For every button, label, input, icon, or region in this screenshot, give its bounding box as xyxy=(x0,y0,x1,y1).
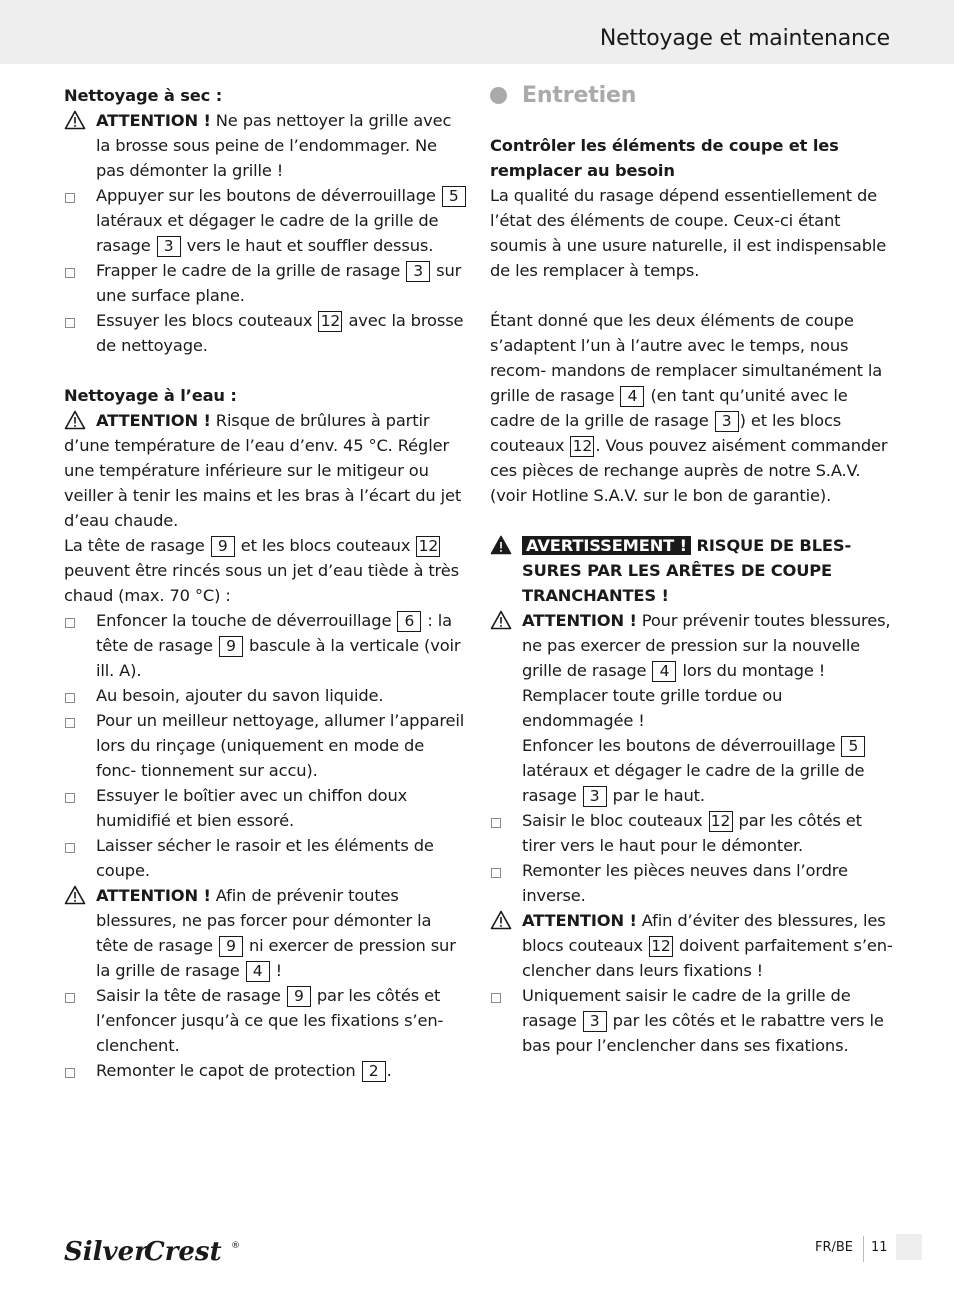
warning-triangle-icon xyxy=(64,110,86,130)
ref-box: 3 xyxy=(583,1011,607,1032)
square-bullet-icon xyxy=(491,818,501,828)
ref-box: 2 xyxy=(362,1061,386,1082)
ref-box: 9 xyxy=(219,636,243,657)
section-title: Entretien xyxy=(490,83,894,108)
ref-box: 12 xyxy=(416,536,440,557)
warning-triangle-icon xyxy=(64,410,86,430)
list-item: Au besoin, ajouter du savon liquide. xyxy=(64,683,468,708)
list-item: Essuyer les blocs couteaux 12 avec la brosse de nettoyage. xyxy=(64,308,468,358)
ref-box: 5 xyxy=(841,736,865,757)
square-bullet-icon xyxy=(65,193,75,203)
square-bullet-icon xyxy=(65,618,75,628)
svg-text:Crest: Crest xyxy=(144,1237,222,1267)
paragraph: La qualité du rasage dépend essentiellement de l’état des éléments de coupe. Ceux-ci étant soumis à une usure naturelle, il est indispensable de les remplacer à temps. xyxy=(490,186,887,280)
square-bullet-icon xyxy=(491,868,501,878)
instruction: Enfoncer les boutons de déverrouillage 5 latéraux et dégager le cadre de la grille de rasage 3 par le haut. xyxy=(522,736,865,805)
warning-triangle-icon xyxy=(490,610,512,630)
attention-block: ATTENTION ! Afin d’éviter des blessures, les blocs couteaux 12 doivent parfaitement s’en- clencher dans leurs fixations ! xyxy=(490,908,894,983)
silvercrest-logo xyxy=(64,1234,244,1268)
ref-box: 6 xyxy=(397,611,421,632)
page-number: 11 xyxy=(871,1240,888,1255)
ref-box: 4 xyxy=(620,386,644,407)
attention-label: ATTENTION ! xyxy=(522,611,637,630)
list-item: Saisir le bloc couteaux 12 par les côtés et tirer vers le haut pour le démonter. xyxy=(490,808,894,858)
list-item: Pour un meilleur nettoyage, allumer l’appareil lors du rinçage (uniquement en mode de fonc- tionnement sur accu). xyxy=(64,708,468,783)
dry-attention xyxy=(64,108,468,183)
ref-box: 9 xyxy=(219,936,243,957)
ref-box: 12 xyxy=(709,811,733,832)
list-item: Remonter le capot de protection 2 . xyxy=(64,1058,468,1083)
sub-heading: Contrôler les éléments de coupe et les remplacer au besoin xyxy=(490,136,839,180)
list-item: Uniquement saisir le cadre de la grille de rasage 3 par les côtés et le rabattre vers le bas pour l’enclencher dans ses fixations. xyxy=(490,983,894,1058)
right-column xyxy=(490,83,894,1058)
ref-box: 3 xyxy=(583,786,607,807)
attention-label: ATTENTION ! xyxy=(96,886,211,905)
dry-cleaning-heading: Nettoyage à sec : xyxy=(64,86,223,105)
ref-box: 5 xyxy=(442,186,466,207)
square-bullet-icon xyxy=(65,718,75,728)
square-bullet-icon xyxy=(65,268,75,278)
wet-paragraph: La tête de rasage 9 et les blocs couteaux 12 peuvent être rincés sous un jet d’eau tiède à très chaud (max. 70 °C) : xyxy=(64,536,459,605)
warning-text: RISQUE DE BLES- SURES PAR LES ARÊTES DE COUPE TRANCHANTES ! xyxy=(522,536,852,605)
square-bullet-icon xyxy=(65,318,75,328)
footer-tab xyxy=(896,1234,922,1260)
warning-triangle-icon xyxy=(490,910,512,930)
svg-text:Silver: Silver xyxy=(64,1237,148,1267)
list-item: Appuyer sur les boutons de déverrouillage 5 latéraux et dégager le cadre de la grille de rasage 3 vers le haut et souffler dessus. xyxy=(64,183,468,258)
list-item: Saisir la tête de rasage 9 par les côtés et l’enfoncer jusqu’à ce que les fixations s’en- clenchent. xyxy=(64,983,468,1058)
warning-triangle-icon xyxy=(490,535,512,555)
warning-block xyxy=(490,533,894,608)
wet-cleaning-heading: Nettoyage à l’eau : xyxy=(64,386,237,405)
page-title: Nettoyage et maintenance xyxy=(599,26,890,51)
square-bullet-icon xyxy=(491,993,501,1003)
list-item: Frapper le cadre de la grille de rasage 3 sur une surface plane. xyxy=(64,258,468,308)
attention-label: ATTENTION ! xyxy=(96,111,211,130)
wet-attention-2: ATTENTION ! Afin de prévenir toutes blessures, ne pas forcer pour démonter la tête de rasage 9 ni exercer de pression sur la grille de rasage 4 ! xyxy=(64,883,468,983)
square-bullet-icon xyxy=(65,993,75,1003)
warning-triangle-icon xyxy=(64,885,86,905)
attention-label: ATTENTION ! xyxy=(522,911,637,930)
paragraph: Étant donné que les deux éléments de coupe s’adaptent l’un à l’autre avec le temps, nous recom- mandons de remplacer simultanément la grille de rasage 4 (en tant qu’unité avec le cadre de la grille de rasage 3 ) et les blocs couteaux 12 . Vous pouvez aisément commander ces pièces de rechange auprès de notre S.A.V. (voir Hotline S.A.V. sur le bon de garantie). xyxy=(490,311,888,505)
warning-label: AVERTISSEMENT ! xyxy=(522,536,691,555)
square-bullet-icon xyxy=(65,693,75,703)
attention-text: Ne pas nettoyer la grille avec la brosse sous peine de l’endommager. Ne pas démonter la grille ! xyxy=(96,111,452,180)
list-item: Remonter les pièces neuves dans l’ordre inverse. xyxy=(490,858,894,908)
attention-block: ATTENTION ! Pour prévenir toutes blessures, ne pas exercer de pression sur la nouvelle grille de rasage 4 lors du montage ! Remplacer toute grille tordue ou endommagée ! xyxy=(490,608,894,733)
ref-box: 3 xyxy=(715,411,739,432)
wet-attention xyxy=(64,408,468,533)
square-bullet-icon xyxy=(65,843,75,853)
ref-box: 12 xyxy=(318,311,342,332)
left-column xyxy=(64,83,468,1083)
language-code: FR/BE xyxy=(815,1240,854,1255)
ref-box: 12 xyxy=(570,436,594,457)
svg-text:®: ® xyxy=(231,1241,240,1251)
list-item: Enfoncer la touche de déverrouillage 6 : la tête de rasage 9 bascule à la verticale (voir ill. A). xyxy=(64,608,468,683)
ref-box: 9 xyxy=(211,536,235,557)
attention-text: Risque de brûlures à partir d’une température de l’eau d’env. 45 °C. Régler une température inférieure sur le mitigeur ou veiller à tenir les mains et les bras à l’écart du jet d’eau chaude. xyxy=(64,411,462,530)
ref-box: 3 xyxy=(157,236,181,257)
attention-label: ATTENTION ! xyxy=(96,411,211,430)
list-item: Essuyer le boîtier avec un chiffon doux humidifié et bien essoré. xyxy=(64,783,468,833)
list-item: Laisser sécher le rasoir et les éléments de coupe. xyxy=(64,833,468,883)
ref-box: 3 xyxy=(406,261,430,282)
ref-box: 4 xyxy=(652,661,676,682)
square-bullet-icon xyxy=(65,1068,75,1078)
ref-box: 4 xyxy=(246,961,270,982)
square-bullet-icon xyxy=(65,793,75,803)
footer-divider xyxy=(863,1236,864,1262)
ref-box: 9 xyxy=(287,986,311,1007)
ref-box: 12 xyxy=(649,936,673,957)
grey-dot-icon xyxy=(490,87,507,104)
